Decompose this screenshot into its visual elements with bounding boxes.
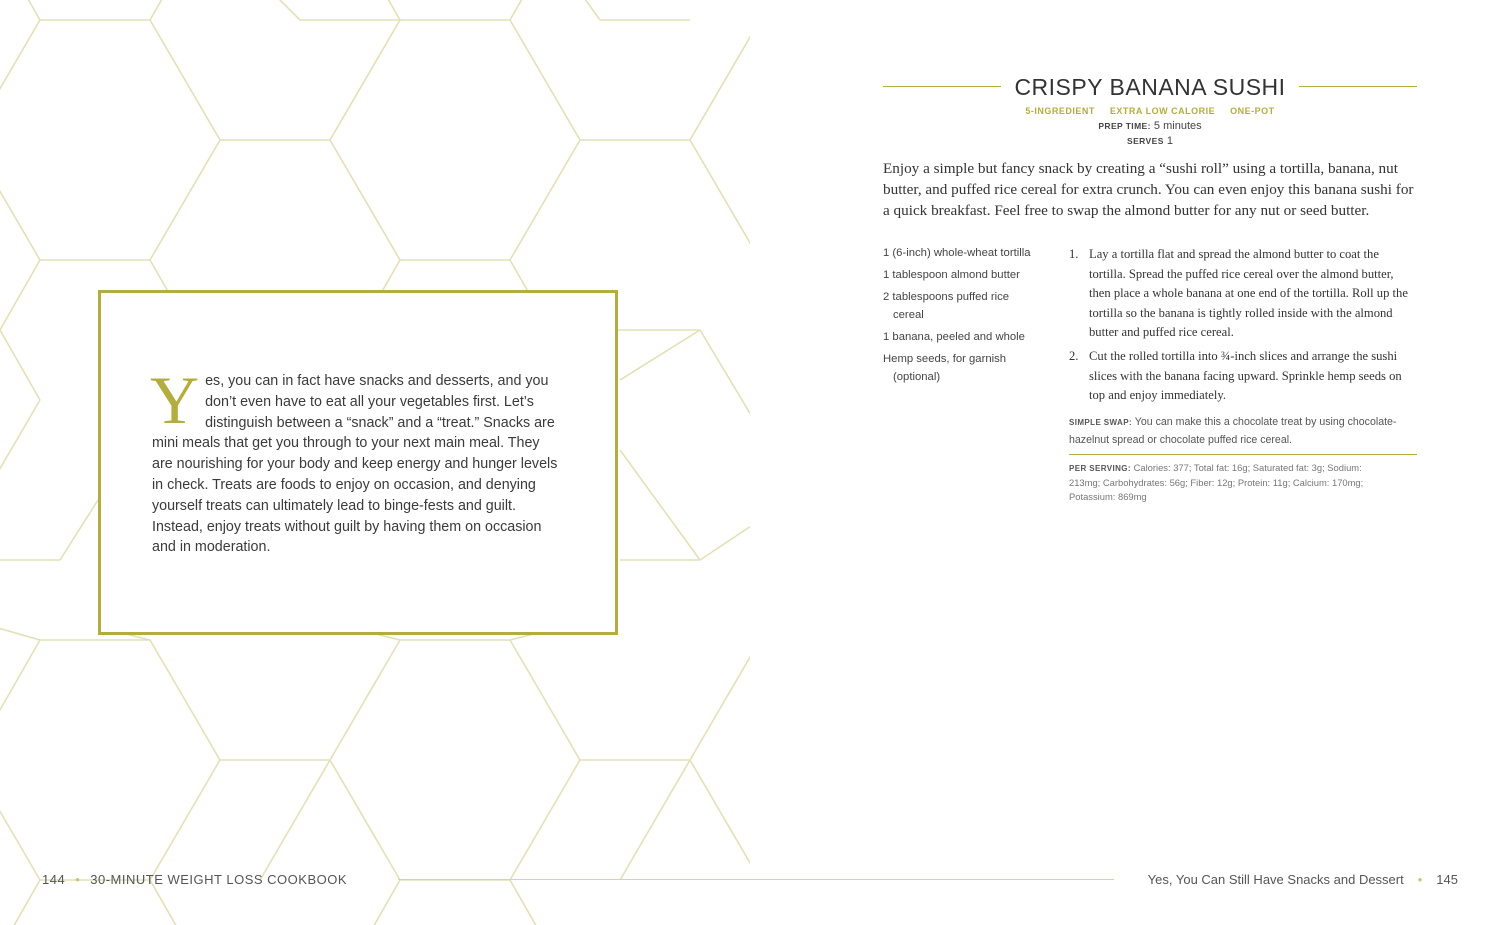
nutrition-text: Calories: 377; Total fat: 16g; Saturated fat: 3g; Sodium: 213mg; Carbohydrates: 56g; Fiber: 12g; Protein: 11g; Calcium: 170mg; Potassium: 869mg: [1069, 462, 1364, 502]
ingredient-item: 2 tablespoons puffed rice cereal: [883, 291, 1010, 321]
title-rule-right: [1299, 86, 1417, 87]
instruction-step: [1069, 347, 1417, 406]
simple-swap-text: You can make this a chocolate treat by using chocolate-hazelnut spread or chocolate puffed rice cereal.: [1069, 416, 1397, 446]
recipe-title: CRISPY BANANA SUSHI: [1014, 74, 1286, 100]
step-number: 1.: [1069, 247, 1079, 261]
simple-swap-note: [1069, 414, 1409, 448]
folio-right: [1148, 872, 1458, 887]
prep-time-label: PREP TIME:: [1098, 121, 1151, 131]
drop-cap: Y: [150, 362, 200, 438]
ingredient-item: 1 banana, peeled and whole: [883, 331, 1025, 343]
tag: EXTRA LOW CALORIE: [1109, 106, 1216, 116]
serves-value: 1: [1166, 135, 1173, 147]
chapter-title: Yes, You Can Still Have Snacks and Dessert: [1147, 872, 1404, 887]
tag: ONE-POT: [1230, 106, 1275, 116]
serves-label: SERVES: [1127, 136, 1164, 146]
folio-rule-left: [398, 879, 750, 880]
page-number-right: 145: [1436, 872, 1458, 887]
folio-separator-dot: •: [75, 872, 81, 887]
nutrition-divider: [1069, 454, 1417, 455]
serves: [883, 135, 1417, 147]
recipe-title-row: [883, 72, 1417, 104]
step-text: Lay a tortilla flat and spread the almond butter to coat the tortilla. Spread the puffed rice cereal over the almond butter, then place a whole banana at one end of the tortilla. Roll up the tortilla so the banana is tightly rolled inside with the almond butter and puffed rice cereal.: [1089, 247, 1408, 340]
ingredient-item: 1 (6-inch) whole-wheat tortilla: [883, 247, 1031, 259]
sidebar-box: [98, 290, 618, 635]
instruction-step: [1069, 245, 1417, 343]
sidebar-text: [150, 362, 562, 558]
folio-left: [42, 872, 347, 887]
simple-swap-label: SIMPLE SWAP:: [1069, 418, 1133, 427]
folio-rule-right: [750, 879, 1114, 880]
page-number-left: 144: [42, 872, 66, 887]
prep-time-value: 5 minutes: [1153, 120, 1202, 132]
ingredient-item: 1 tablespoon almond butter: [883, 269, 1020, 281]
instruction-list: [1069, 245, 1417, 410]
ingredient-item: Hemp seeds, for garnish (optional): [883, 353, 1007, 383]
folio-separator-dot: •: [1417, 872, 1423, 887]
nutrition-label: PER SERVING:: [1069, 464, 1131, 473]
prep-time: [883, 120, 1417, 132]
recipe-intro: Enjoy a simple but fancy snack by creating a “sushi roll” using a tortilla, banana, nut butter, and puffed rice cereal for extra crunch. You can even enjoy this banana sushi for a quick breakfast. Feel free to swap the almond butter for any nut or seed butter.: [883, 160, 1414, 219]
step-text: Cut the rolled tortilla into ¾-inch slices and arrange the sushi slices with the banana facing upward. Sprinkle hemp seeds on top and enjoy immediately.: [1089, 348, 1402, 403]
tag: 5-INGREDIENT: [1025, 106, 1095, 116]
step-number: 2.: [1069, 348, 1079, 363]
book-title: 30-MINUTE WEIGHT LOSS COOKBOOK: [90, 872, 348, 887]
sidebar-body: es, you can in fact have snacks and desserts, and you don’t even have to eat all your vegetables first. Let’s distinguish between a “snack” and a “treat.” Snacks are mini meals that get you through to your next main meal. They are nourishing for your body and keep energy and hunger levels in check. Treats are foods to enjoy on occasion, and denying yourself treats can ultimately lead to binge-fests and guilt. Instead, enjoy treats without guilt by having them on occasion and in moderation.: [152, 373, 558, 556]
nutrition-info: [1069, 461, 1369, 504]
right-page: [750, 0, 1500, 925]
ingredient-list: [883, 244, 1058, 390]
recipe-tags: [883, 106, 1417, 116]
